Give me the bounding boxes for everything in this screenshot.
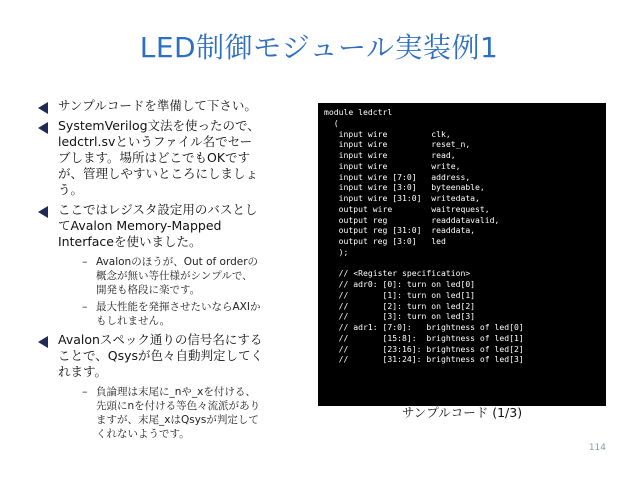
bullet-item [36,202,304,328]
sub-bullet-list [58,385,304,441]
sub-bullet-item [58,385,304,441]
code-caption: サンプルコード (1/3) [401,405,523,420]
code-block [318,103,606,406]
code-text: module ledctrl ( input wire clk, input wire reset_n, input wire read, input wire write, input wire [7:0] address, input wire [3:0] byteenable, input wire [31:0] writedata, output wire waitrequest, output reg readdatavalid, output reg [31:0] readdata, output reg [3:0] led ); // <Register specification> // adr0: [0]: turn on led[0] // [1]: turn on led[1] // [2]: turn on led[2] // [3]: turn on led[3] // adr1: [7:0]: brightness of led[0] // [15:8]: brightness of led[1] // [23:16]: brightness of led[2] // [31:24]: brightness of led[3] [324,107,524,365]
slide-title: LED制御モジュール実装例1 [139,31,499,64]
sub-bullet-list [58,255,304,328]
page-number: 114 [588,443,606,453]
dash-icon: – [82,385,88,398]
bullet-item [36,98,304,114]
bullet-arrow-icon [38,122,48,134]
sub-bullet-text: Avalonのほうが、Out of orderの 概念が無い等仕様がシンプルで、 開発も格段に楽です。 [96,256,259,296]
bullet-arrow-icon [38,102,48,114]
bullet-arrow-icon [38,206,48,218]
sub-bullet-text: 最大性能を発揮させたいならAXIか もしれません。 [96,301,261,327]
dash-icon: – [82,300,88,313]
bullet-text: ここではレジスタ設定用のバスとし てAvalon Memory-Mapped Interfaceを使いました。 [58,202,258,249]
bullet-list [36,98,304,445]
bullet-item [36,118,304,198]
dash-icon: – [82,255,88,268]
sub-bullet-item [58,255,304,297]
bullet-text: Avalonスペック通りの信号名にする ことで、Qsysが色々自動判定してく れます。 [58,332,264,379]
bullet-text: SystemVerilog文法を使ったので、 ledctrl.svというファイル名でセー ブします。場所はどこでもOKです が、管理しやすいところにしましょ う。 [58,118,260,197]
sub-bullet-item [58,300,304,328]
bullet-arrow-icon [38,336,48,348]
sub-bullet-text: 負論理は末尾に_nや_xを付ける、 先頭にnを付ける等色々流派があり ますが、末尾_xはQsysが判定して くれないようです。 [96,386,261,440]
bullet-text: サンプルコードを準備して下さい。 [58,98,257,113]
bullet-item [36,332,304,441]
